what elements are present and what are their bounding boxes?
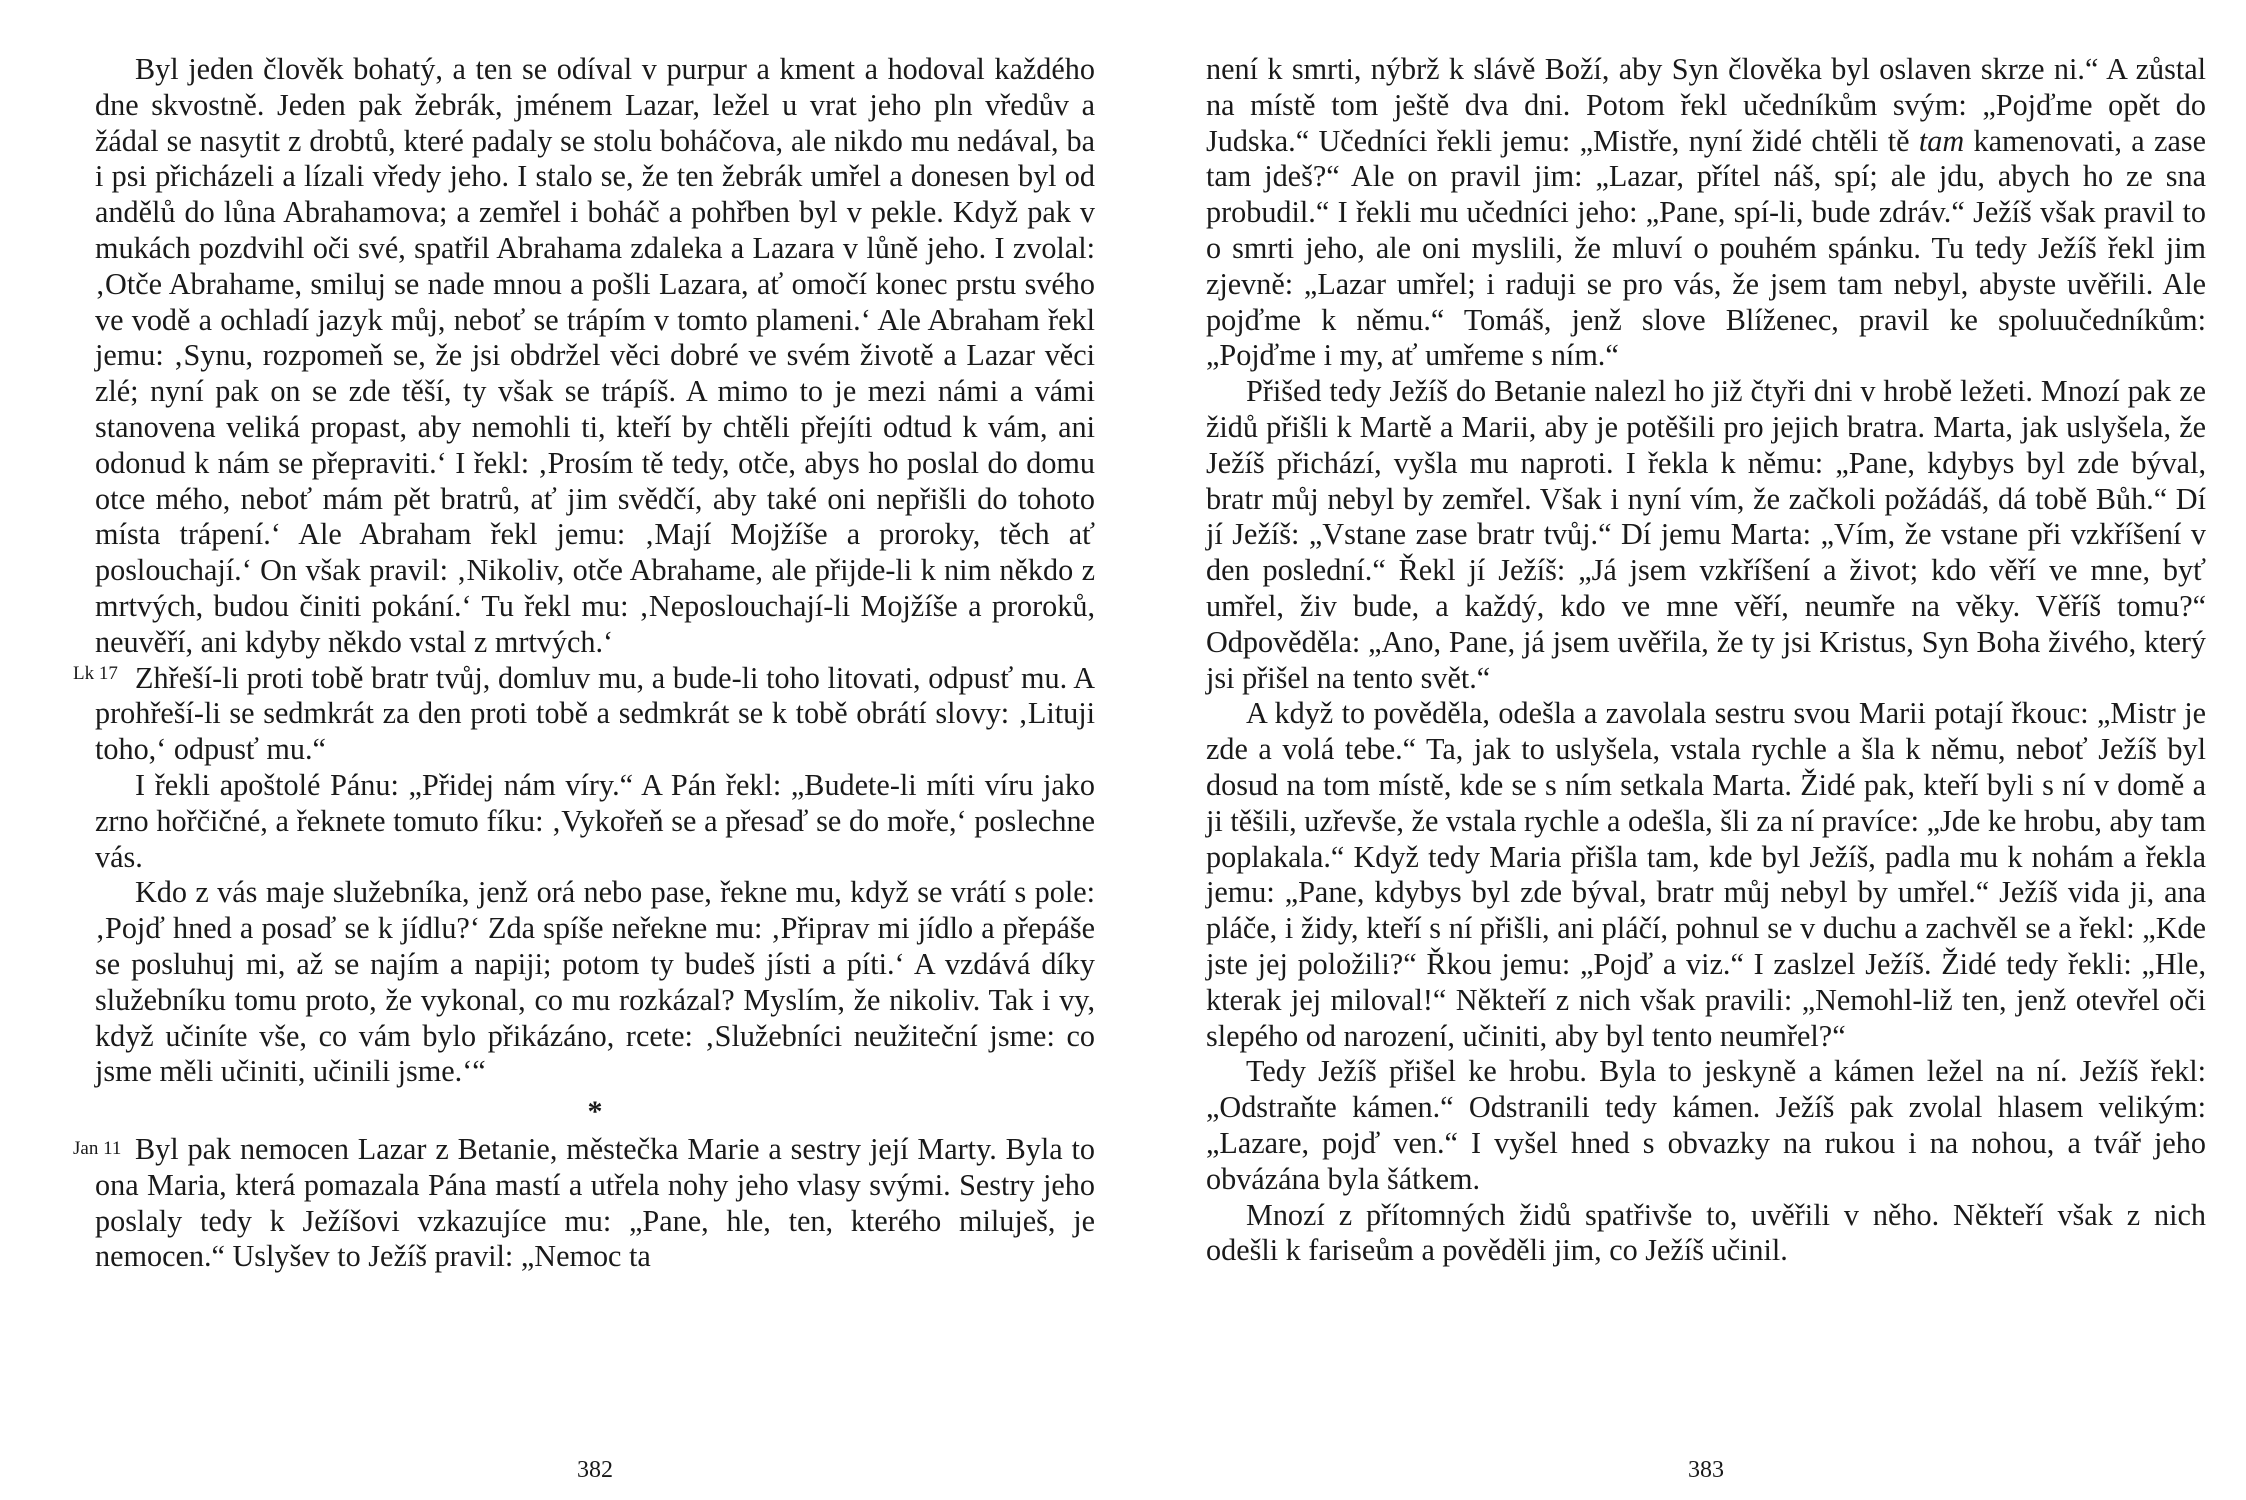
continuation-part-b: kamenovati, a zase tam jdeš?“ Ale on pravil jim: „Lazar, přítel náš, spí; ale jdu, abych ho ze sna probudil.“ I řekli mu učedníci jeho: „Pane, spí-li, bude zdráv.“ Ježíš však pravil to o smrti jeho, ale oni myslili, že mluví o pouhém spánku. Tu tedy Ježíš řekl jim zjevně: „Lazar umřel; i raduji se pro vás, že jsem tam nebyl, abyste uvěřili. Ale pojďme k němu.“ Tomáš, jenž slove Blíženec, pravil ke spoluučedníkům: „Pojďme i my, ať umřeme s ním.“ — [1206, 123, 2206, 373]
margin-note-jan11: Jan 11 — [73, 1137, 122, 1159]
paragraph-servant: Kdo z vás maje služebníka, jenž orá nebo pase, řekne mu, když se vrátí s pole: ‚Pojď hned a posaď se k jídlu?‘ Zda spíše neřekne mu: ‚Připrav mi jídlo a přepáše se posluhuj mi, až se najím a napiji; potom ty budeš jísti a píti.‘ A vzdává díky služebníku tomu proto, že vykonal, co mu rozkázal? Myslím, že nikoliv. Tak i vy, když učiníte vše, co vám bylo přikázáno, rcete: ‚Služebníci neužiteční jsme: co jsme měli učiniti, učinili jsme.‘“ — [95, 875, 1095, 1089]
paragraph-forgiveness — [73, 660, 1095, 768]
paragraph-tomb: Tedy Ježíš přišel ke hrobu. Byla to jeskyně a kámen ležel na ní. Ježíš řekl: „Odstraňte kámen.“ Odstranili tedy kámen. Ježíš pak zvolal hlasem velikým: „Lazare, pojď ven.“ I vyšel hned s obvazky na rukou i na nohou, a tvář jeho obvázána byla šátkem. — [1206, 1054, 2206, 1196]
paragraph-lazarus-sick — [73, 1131, 1095, 1275]
continuation-emphasis: tam — [1918, 123, 1965, 158]
continuation-part-a: není k smrti, nýbrž k slávě Boží, aby Syn člověka byl oslaven skrze ni.“ A zůstal na místě tom ještě dva dni. Potom řekl učedníkům svým: „Pojďme opět do Judska.“ Učedníci řekli jemu: „Mistře, nyní židé chtěli tě — [1206, 52, 2206, 158]
paragraph-believers: Mnozí z přítomných židů spatřivše to, uvěřili v něho. Někteří však z nich odešli k fariseům a pověděli jim, co Ježíš učinil. — [1206, 1197, 2206, 1268]
paragraph-continuation — [1206, 52, 2206, 374]
left-page-text — [73, 52, 1095, 1275]
paragraph-lazarus-sick-text: Byl pak nemocen Lazar z Betanie, městečka Marie a sestry její Marty. Byla to ona Maria, která pomazala Pána mastí a utřela nohy jeho vlasy svými. Sestry jeho poslaly tedy k Ježíšovi vzkazujíce mu: „Pane, hle, ten, kterého miluješ, je nemocen.“ Uslyšev to Ježíš pravil: „Nemoc ta — [95, 1131, 1095, 1274]
right-page — [1206, 52, 2206, 1483]
paragraph-bethany: Přišed tedy Ježíš do Betanie nalezl ho již čtyři dni v hrobě ležeti. Mnozí pak ze židů přišli k Martě a Marii, aby je potěšili pro jejich bratra. Marta, jak uslyšela, že Ježíš přichází, vyšla mu naproti. I řekla k němu: „Pane, kdybys byl zde býval, bratr můj nebyl by zemřel. Však i nyní vím, že začkoli požádáš, dá tobě Bůh.“ Dí jí Ježíš: „Vstane zase bratr tvůj.“ Dí jemu Marta: „Vím, že vstane při vzkříšení v den poslední.“ Řekl jí Ježíš: „Já jsem vzkříšení a život; kdo věří ve mne, byť umřel, živ bude, a každý, kdo ve mne věří, neumře na věky. Věříš tomu?“ Odpověděla: „Ano, Pane, já jsem uvěřila, že ty jsi Kristus, Syn Boha živého, který jsi přišel na tento svět.“ — [1206, 374, 2206, 695]
page-number-right: 383 — [1688, 1457, 1724, 1483]
paragraph-forgiveness-text: Zhřeší-li proti tobě bratr tvůj, domluv mu, a bude-li toho litovati, odpusť mu. A prohřeší-li se sedmkrát za den proti tobě a sedmkrát se k tobě obrátí slovy: ‚Lituji toho,‘ odpusť mu.“ — [95, 660, 1095, 767]
left-page — [73, 52, 1095, 1483]
paragraph-faith: I řekli apoštolé Pánu: „Přidej nám víry.“ A Pán řekl: „Budete-li míti víru jako zrno hořčičné, a řeknete tomuto fíku: ‚Vykořeň se a přesaď se do moře,‘ poslechne vás. — [95, 767, 1095, 874]
paragraph-mary: A když to pověděla, odešla a zavolala sestru svou Marii potají řkouc: „Mistr je zde a volá tebe.“ Ta, jak to uslyšela, vstala rychle a šla k němu, neboť Ježíš byl dosud na tom místě, kde se s ním setkala Marta. Židé pak, kteří byli s ní v domě a ji těšili, uzřevše, že vstala rychle a odešla, šli za ní pravíce: „Jde ke hrobu, aby tam poplakala.“ Když tedy Maria přišla tam, kde byl Ježíš, padla mu k nohám a řekla jemu: „Pane, kdybys byl zde býval, bratr můj nebyl by umřel.“ Ježíš vida ji, ana pláče, i židy, kteří s ní přišli, ani pláčí, pohnul se v duchu a zachvěl se a řekl: „Kde jste jej položili?“ Řkou jemu: „Pojď a viz.“ I zaslzel Ježíš. Židé tedy řekli: „Hle, kterak jej miloval!“ Někteří z nich však pravili: „Nemohl-liž ten, jenž otevřel oči slepého od narození, učiniti, aby byl tento neumřel?“ — [1206, 696, 2206, 1053]
right-page-text — [1206, 52, 2206, 1269]
margin-note-lk17: Lk 17 — [73, 662, 118, 684]
page-number-left: 382 — [577, 1457, 613, 1483]
section-separator: * — [587, 1095, 603, 1129]
paragraph-rich-man-lazarus: Byl jeden člověk bohatý, a ten se odíval v purpur a kment a hodoval každého dne skvostně. Jeden pak žebrák, jménem Lazar, ležel u vrat jeho pln vředův a žádal se nasytit z drobtů, které padaly se stolu boháčova, ale nikdo mu nedával, ba i psi přicházeli a lízali vředy jeho. I stalo se, že ten žebrák umřel a donesen byl od andělů do lůna Abrahamova; a zemřel i boháč a pohřben byl v pekle. Když pak v mukách pozdvihl oči své, spatřil Abrahama zdaleka a Lazara v lůně jeho. I zvolal: ‚Otče Abrahame, smiluj se nade mnou a pošli Lazara, ať omočí konec prstu svého ve vodě a ochladí jazyk můj, neboť se trápím v tomto plameni.‘ Ale Abraham řekl jemu: ‚Synu, rozpomeň se, že jsi obdržel věci dobré ve svém životě a Lazar věci zlé; nyní pak on se zde těší, ty však se trápíš. A mimo to je mezi námi a vámi stanovena veliká propast, aby nemohli ti, kteří by chtěli přejíti odtud k vám, ani odonud k nám se přepraviti.‘ I řekl: ‚Prosím tě tedy, otče, abys ho poslal do domu otce mého, neboť mám pět bratrů, ať jim svědčí, aby také oni nepřišli do tohoto místa trápení.‘ Ale Abraham řekl jemu: ‚Mají Mojžíše a proroky, těch ať poslouchají.‘ On však pravil: ‚Nikoliv, otče Abrahame, ale přijde-li k nim někdo z mrtvých, budou činiti pokání.‘ Tu řekl mu: ‚Neposlouchají-li Mojžíše a proroků, neuvěří, ani kdyby někdo vstal z mrtvých.‘ — [95, 52, 1095, 659]
